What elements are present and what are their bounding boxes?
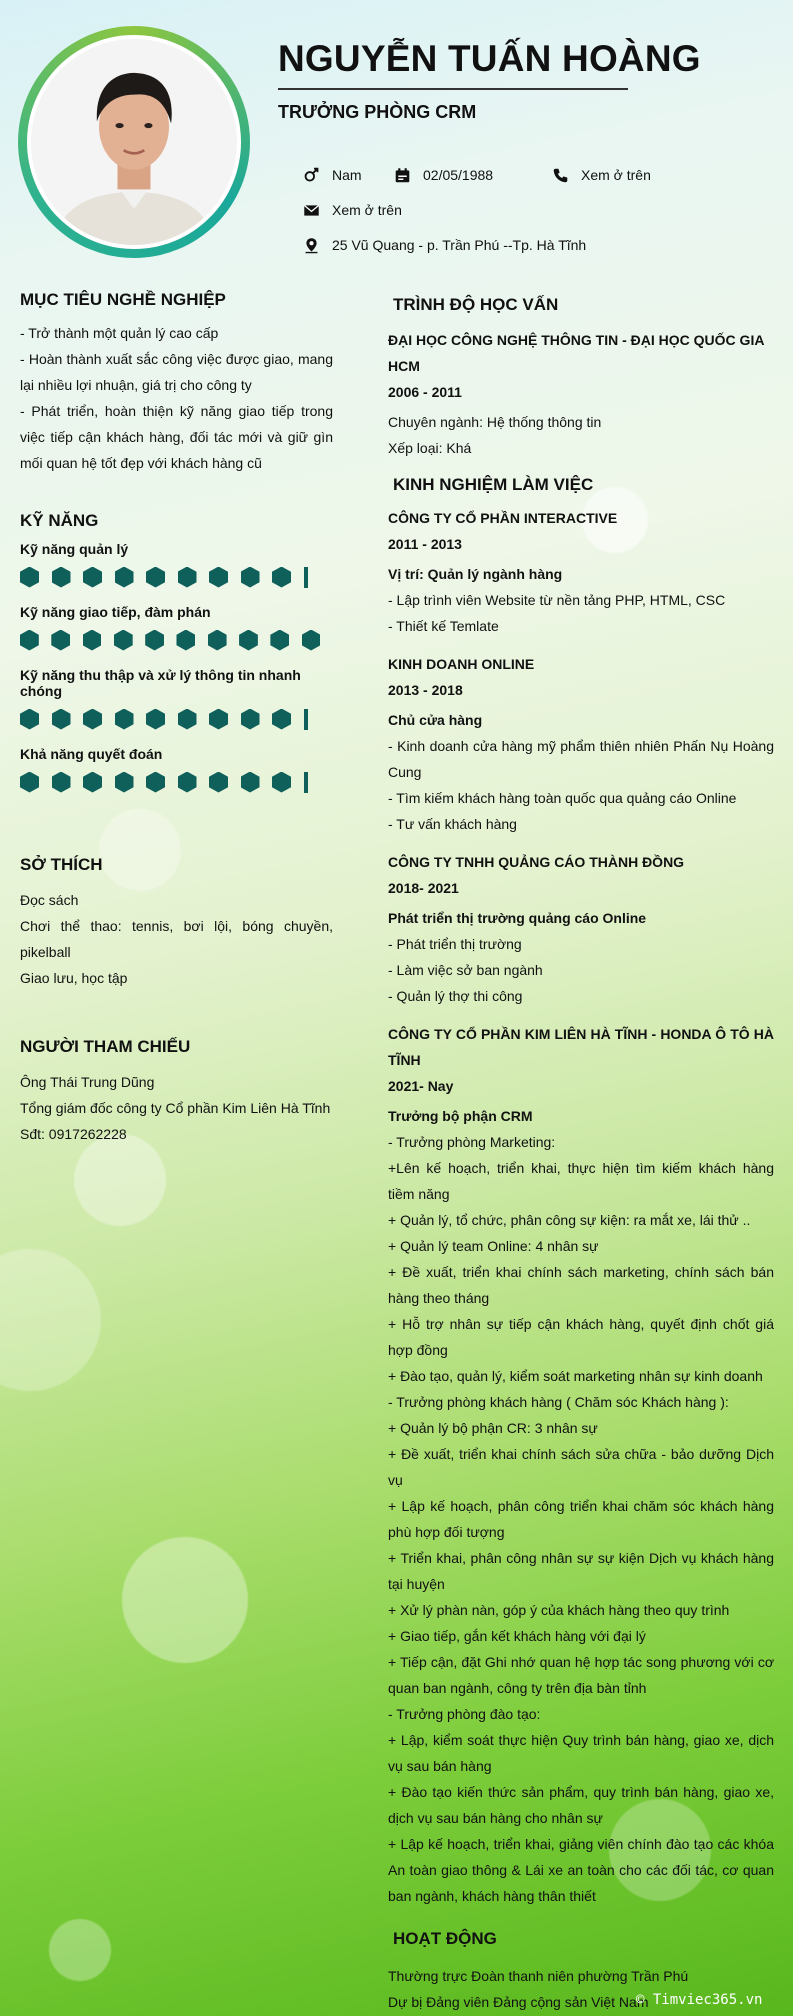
job-line: + Triển khai, phân công nhân sự sự kiện Dịch vụ khách hàng tại huyện <box>388 1550 774 1592</box>
calendar-icon <box>391 165 413 185</box>
skill-hexagon <box>146 772 165 793</box>
skill-hexagon <box>52 772 71 793</box>
skill-hexagon <box>83 567 102 588</box>
candidate-name: NGUYỄN TUẤN HOÀNG <box>278 38 701 79</box>
birthday-info <box>391 165 493 185</box>
job-title: TRƯỞNG PHÒNG CRM <box>278 102 477 122</box>
skill-rating <box>20 771 333 793</box>
skill-hexagon <box>272 709 291 730</box>
job-line: - Trưởng phòng Marketing: <box>388 1134 556 1150</box>
skill-hexagon-partial <box>304 772 308 793</box>
education-period: 2006 - 2011 <box>388 384 462 400</box>
gender-icon <box>300 165 322 185</box>
skill-hexagon <box>270 630 289 651</box>
education-line: Chuyên ngành: Hệ thống thông tin <box>388 414 602 430</box>
location-icon <box>300 235 322 255</box>
skill-hexagon <box>178 709 197 730</box>
job-line: + Đào tạo, quản lý, kiểm soát marketing nhân sự kinh doanh <box>388 1368 763 1384</box>
job-period: 2021- Nay <box>388 1078 454 1094</box>
skill-name: Kỹ năng quản lý <box>20 541 129 557</box>
phone-info <box>549 165 651 185</box>
activity-line: Thường trực Đoàn thanh niên phường Trần Phú <box>388 1968 689 1984</box>
email-value: Xem ở trên <box>332 202 402 218</box>
reference-line: Sđt: 0917262228 <box>20 1126 127 1142</box>
company-name: CÔNG TY CỔ PHẦN INTERACTIVE <box>388 510 618 526</box>
job-line: +Lên kế hoạch, triển khai, thực hiện tìm kiếm khách hàng tiềm năng <box>388 1160 774 1202</box>
school-name: ĐẠI HỌC CÔNG NGHỆ THÔNG TIN - ĐẠI HỌC QUỐC GIA HCM <box>388 332 764 374</box>
job-entry <box>388 1021 774 1909</box>
hobby-line: Đọc sách <box>20 892 79 908</box>
name-divider <box>278 88 628 90</box>
job-line: - Lập trình viên Website từ nền tảng PHP, HTML, CSC <box>388 592 726 608</box>
email-info <box>300 200 402 220</box>
footer-credit: © Timviec365.vn <box>636 1992 763 2008</box>
skill-hexagon <box>146 567 165 588</box>
address-value: 25 Vũ Quang - p. Trần Phú --Tp. Hà Tĩnh <box>332 237 587 253</box>
skill-hexagon <box>115 709 134 730</box>
skill-name: Kỹ năng giao tiếp, đàm phán <box>20 604 211 620</box>
job-entry <box>388 505 774 639</box>
job-line: - Tìm kiếm khách hàng toàn quốc qua quảng cáo Online <box>388 790 737 806</box>
references-title: NGƯỜI THAM CHIẾU <box>20 1037 191 1056</box>
job-line: - Làm việc sở ban ngành <box>388 962 543 978</box>
job-role: Vị trí: Quản lý ngành hàng <box>388 566 563 582</box>
activity-line: Dự bị Đảng viên Đảng cộng sản Việt Nam <box>388 1994 649 2010</box>
skill-rating <box>20 566 333 588</box>
job-line: + Lập kế hoạch, phân công triển khai chăm sóc khách hàng phù hợp đối tượng <box>388 1498 774 1540</box>
hobbies-list <box>20 887 333 991</box>
hobby-line: Chơi thể thao: tennis, bơi lội, bóng chuyền, pikelball <box>20 918 333 960</box>
skill-hexagon-partial <box>304 709 308 730</box>
activities-title: HOẠT ĐỘNG <box>393 1929 497 1948</box>
company-name: KINH DOANH ONLINE <box>388 656 535 672</box>
skill-hexagon <box>83 709 102 730</box>
skill-hexagon <box>83 630 102 651</box>
reference-line: Ông Thái Trung Dũng <box>20 1074 155 1090</box>
experience-title: KINH NGHIỆM LÀM VIỆC <box>393 475 594 494</box>
job-period: 2011 - 2013 <box>388 536 462 552</box>
job-line: - Trưởng phòng khách hàng ( Chăm sóc Khách hàng ): <box>388 1394 729 1410</box>
skill-hexagon <box>51 630 70 651</box>
skill-hexagon <box>146 709 165 730</box>
job-line: + Hỗ trợ nhân sự tiếp cận khách hàng, quyết định chốt giá hợp đồng <box>388 1316 774 1358</box>
job-line: + Lập, kiểm soát thực hiện Quy trình bán hàng, giao xe, dịch vụ sau bán hàng <box>388 1732 774 1774</box>
skill-hexagon <box>209 772 228 793</box>
objective-title: MỤC TIÊU NGHỀ NGHIỆP <box>20 290 226 309</box>
objective-line: - Hoàn thành xuất sắc công việc được giao, mang lại nhiều lợi nhuận, giá trị cho công ty <box>20 351 333 393</box>
avatar <box>18 26 250 258</box>
gender-info <box>300 165 362 185</box>
job-line: + Giao tiếp, gắn kết khách hàng với đại lý <box>388 1628 646 1644</box>
skills-title: KỸ NĂNG <box>20 511 99 530</box>
job-role: Phát triển thị trường quảng cáo Online <box>388 910 647 926</box>
address-info <box>300 235 586 255</box>
education-line: Xếp loại: Khá <box>388 440 472 456</box>
job-entry <box>388 651 774 837</box>
skill-hexagon <box>178 772 197 793</box>
job-role: Chủ cửa hàng <box>388 712 483 728</box>
objective-line: - Trở thành một quản lý cao cấp <box>20 325 219 341</box>
birthday-value: 02/05/1988 <box>423 167 494 183</box>
skill-hexagon <box>52 709 71 730</box>
skill-hexagon <box>208 630 227 651</box>
job-period: 2013 - 2018 <box>388 682 463 698</box>
profile-photo <box>31 39 237 245</box>
skill-hexagon <box>178 567 197 588</box>
skill-name: Kỹ năng thu thập và xử lý thông tin nhanh chóng <box>20 667 301 699</box>
email-icon <box>300 200 322 220</box>
skill-hexagon <box>241 772 260 793</box>
phone-value: Xem ở trên <box>581 167 651 183</box>
job-line: - Phát triển thị trường <box>388 936 522 952</box>
skill-hexagon-partial <box>304 567 308 588</box>
job-line: - Thiết kế Temlate <box>388 618 499 634</box>
job-line: + Quản lý team Online: 4 nhân sự <box>388 1238 599 1254</box>
job-line: + Xử lý phàn nàn, góp ý của khách hàng theo quy trình <box>388 1602 730 1618</box>
right-column <box>388 295 774 2015</box>
job-entry <box>388 849 774 1009</box>
skill-hexagon <box>20 709 39 730</box>
job-line: + Đề xuất, triển khai chính sách marketing, chính sách bán hàng theo tháng <box>388 1264 774 1306</box>
skill-hexagon <box>20 772 39 793</box>
job-line: + Quản lý, tổ chức, phân công sự kiện: ra mắt xe, lái thử .. <box>388 1212 751 1228</box>
skill-rating <box>20 708 333 730</box>
page-edge <box>793 0 800 2016</box>
skill-name: Khả năng quyết đoán <box>20 746 163 762</box>
job-line: - Trưởng phòng đào tạo: <box>388 1706 541 1722</box>
job-line: - Quản lý thợ thi công <box>388 988 523 1004</box>
skill-hexagon <box>209 709 228 730</box>
skill-hexagon <box>241 709 260 730</box>
education-block <box>388 327 774 461</box>
skill-hexagon <box>83 772 102 793</box>
education-title: TRÌNH ĐỘ HỌC VẤN <box>393 295 559 314</box>
job-line: - Tư vấn khách hàng <box>388 816 517 832</box>
skill-hexagon <box>272 567 291 588</box>
phone-icon <box>549 165 571 185</box>
job-line: + Tiếp cận, đặt Ghi nhớ quan hệ hợp tác song phương với cơ quan ban ngành, công ty trên địa bàn tỉnh <box>388 1654 774 1696</box>
job-line: + Quản lý bộ phận CR: 3 nhân sự <box>388 1420 598 1436</box>
hobbies-title: SỞ THÍCH <box>20 855 103 874</box>
skill-hexagon <box>272 772 291 793</box>
references-list <box>20 1069 333 1147</box>
job-line: + Đề xuất, triển khai chính sách sửa chữa - bảo dưỡng Dịch vụ <box>388 1446 774 1488</box>
skill-hexagon <box>20 630 39 651</box>
objective-line: - Phát triển, hoàn thiện kỹ năng giao tiếp trong việc tiếp cận khách hàng, đối tác mới và giữ gìn mối quan hệ tốt đẹp với khách hàng cũ <box>20 403 333 471</box>
reference-line: Tổng giám đốc công ty Cổ phần Kim Liên Hà Tĩnh <box>20 1100 331 1116</box>
job-period: 2018- 2021 <box>388 880 459 896</box>
skill-hexagon <box>115 567 134 588</box>
skill-hexagon <box>114 630 133 651</box>
skill-rating <box>20 629 333 651</box>
skill-hexagon <box>145 630 164 651</box>
job-line: - Kinh doanh cửa hàng mỹ phẩm thiên nhiên Phấn Nụ Hoàng Cung <box>388 738 774 780</box>
skill-hexagon <box>20 567 39 588</box>
skill-hexagon <box>241 567 260 588</box>
job-line: + Lập kế hoạch, triển khai, giảng viên chính đào tạo các khóa An toàn giao thông & Lái xe an toàn cho các đối tác, cơ quan ban ngành, khách hàng thân thiết <box>388 1836 774 1904</box>
skill-hexagon <box>115 772 134 793</box>
job-line: + Đào tạo kiến thức sản phẩm, quy trình bán hàng, giao xe, dịch vụ sau bán hàng cho nhân sự <box>388 1784 774 1826</box>
skill-hexagon <box>239 630 258 651</box>
skill-hexagon <box>176 630 195 651</box>
skill-hexagon <box>209 567 228 588</box>
gender-value: Nam <box>332 167 362 183</box>
hobby-line: Giao lưu, học tập <box>20 970 128 986</box>
skill-hexagon <box>52 567 71 588</box>
company-name: CÔNG TY TNHH QUẢNG CÁO THÀNH ĐỒNG <box>388 854 685 870</box>
objective-list <box>20 320 333 476</box>
skill-hexagon <box>302 630 321 651</box>
left-column <box>20 290 333 1147</box>
company-name: CÔNG TY CỔ PHẦN KIM LIÊN HÀ TĨNH - HONDA Ô TÔ HÀ TĨNH <box>388 1026 774 1068</box>
skills-list <box>20 541 333 793</box>
job-role: Trưởng bộ phận CRM <box>388 1108 533 1124</box>
